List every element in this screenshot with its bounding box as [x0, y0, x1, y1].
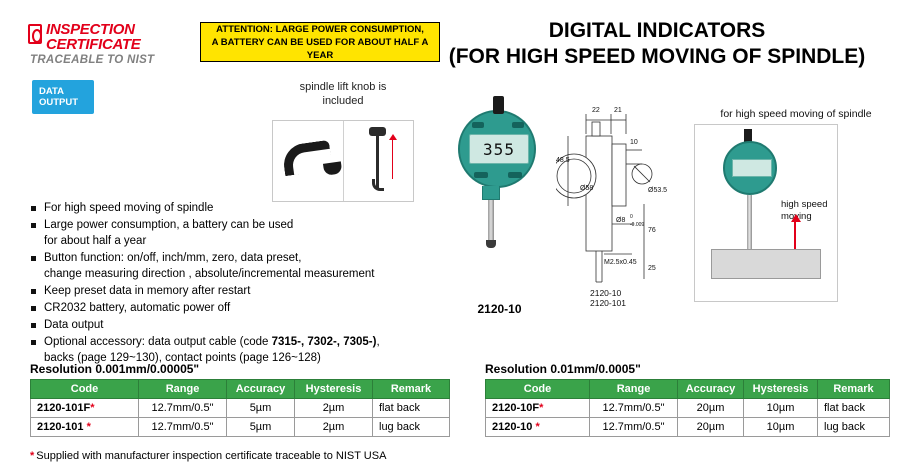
high-speed-caption: for high speed moving of spindle: [720, 108, 872, 120]
product-photo-2120-10: [452, 110, 542, 188]
hs-indicator-lcd: [732, 159, 772, 177]
attention-line2: A BATTERY CAN BE USED FOR ABOUT HALF A YEAR: [211, 36, 429, 61]
high-speed-label-line2: moving: [781, 211, 812, 222]
svg-text:-0.009: -0.009: [630, 222, 645, 228]
cell-code: [486, 399, 590, 418]
svg-text:48.5: 48.5: [556, 157, 570, 164]
code-text: 2120-10: [492, 421, 533, 433]
column-header-code: Code: [486, 380, 590, 399]
code-text: 2120-101F: [37, 402, 91, 414]
cell-code: [31, 399, 139, 418]
indicator-button-bottom-left: [474, 172, 488, 178]
high-speed-illustration: [694, 124, 838, 302]
code-text: 2120-10F: [492, 402, 540, 414]
svg-text:Ø53.5: Ø53.5: [648, 187, 668, 194]
cell-accuracy: 20µm: [678, 399, 744, 418]
nist-star: *: [535, 421, 540, 433]
cell-remark: lug back: [818, 418, 890, 437]
cell-remark: flat back: [818, 399, 890, 418]
page-title-line1: DIGITAL INDICATORS: [548, 19, 766, 42]
list-item: Data output: [30, 317, 430, 333]
lcd-value: 355: [483, 139, 515, 159]
table-row[interactable]: [486, 418, 890, 437]
spindle-lift-knob-icon: [281, 140, 333, 176]
svg-text:M2.5x0.45: M2.5x0.45: [604, 259, 637, 266]
cell-code: [486, 418, 590, 437]
svg-text:25: 25: [648, 265, 656, 272]
feature-text-cont: change measuring direction , absolute/incremental measurement: [44, 268, 375, 280]
table-header-row: [486, 380, 890, 399]
list-item: CR2032 battery, automatic power off: [30, 300, 430, 316]
footnote: [30, 450, 386, 462]
feature-text-cont: for about half a year: [44, 235, 147, 247]
indicator-button-left: [472, 122, 484, 128]
data-output-line1: DATA: [39, 86, 64, 97]
indicator-shaft: [488, 200, 494, 240]
svg-text:10: 10: [630, 139, 638, 146]
column-header-hysteresis: Hysteresis: [295, 380, 373, 399]
footnote-star-icon: *: [30, 450, 35, 462]
indicator-neck: [482, 186, 500, 200]
nist-star: *: [90, 402, 95, 414]
nist-star: *: [539, 402, 544, 414]
cell-accuracy: 5µm: [227, 418, 295, 437]
indicator-button-right: [512, 122, 524, 128]
knob-caption: [258, 80, 428, 108]
column-header-accuracy: Accuracy: [227, 380, 295, 399]
cell-range: 12.7mm/0.5": [590, 399, 678, 418]
feature-list: [30, 200, 430, 367]
high-speed-label-line1: high speed: [781, 199, 828, 210]
indicator-contact-point: [486, 240, 496, 248]
table-header-row: [31, 380, 450, 399]
inspection-certificate-logo: [28, 22, 208, 66]
indicator-stem-icon: [493, 96, 504, 114]
indicator-body: [458, 110, 536, 188]
spindle-hook-icon: [372, 179, 384, 191]
certificate-seal-icon: [28, 24, 42, 44]
svg-text:21: 21: [614, 107, 622, 114]
resolution-label-right: Resolution 0.01mm/0.0005": [485, 362, 641, 376]
nist-star: *: [86, 421, 91, 433]
resolution-label-left: Resolution 0.001mm/0.00005": [30, 362, 200, 376]
svg-text:22: 22: [592, 107, 600, 114]
technical-drawing: [556, 104, 686, 304]
data-output-badge: [32, 80, 94, 114]
cert-title-line2: CERTIFICATE: [46, 36, 141, 53]
optional-accessory-codes: 7315-, 7302-, 7305-): [271, 336, 377, 348]
optional-accessory-prefix: Optional accessory: data output cable (code: [44, 336, 272, 348]
knob-photo: [272, 120, 414, 202]
drawing-caption-line2: 2120-101: [590, 298, 626, 308]
column-header-range: Range: [139, 380, 227, 399]
attention-notice: [200, 22, 440, 62]
optional-accessory-middle: ,: [376, 336, 380, 348]
drawing-caption-line1: 2120-10: [590, 288, 622, 298]
cell-range: 12.7mm/0.5": [590, 418, 678, 437]
lift-direction-arrow-icon: [392, 139, 393, 179]
spec-table-coarse: [485, 362, 890, 437]
svg-text:0: 0: [630, 214, 633, 220]
indicator-button-bottom-right: [508, 172, 522, 178]
table-row[interactable]: [31, 418, 450, 437]
list-item: Keep preset data in memory after restart: [30, 283, 430, 299]
cell-range: 12.7mm/0.5": [139, 418, 227, 437]
optional-accessory-line2: backs (page 129~130), contact points (page 126~128): [44, 352, 321, 364]
column-header-remark: Remark: [818, 380, 890, 399]
spec-table-fine: [30, 362, 450, 437]
data-output-line2: OUTPUT: [39, 97, 79, 108]
list-item: [30, 217, 430, 249]
high-speed-direction-arrow-icon: [794, 221, 796, 249]
feature-text: Button function: on/off, inch/mm, zero, data preset,: [44, 252, 302, 264]
cell-remark: flat back: [373, 399, 450, 418]
hs-indicator-body: [723, 141, 777, 195]
column-header-remark: Remark: [373, 380, 450, 399]
footnote-text: Supplied with manufacturer inspection certificate traceable to NIST USA: [36, 450, 387, 462]
cell-hysteresis: 10µm: [744, 399, 818, 418]
cell-accuracy: 20µm: [678, 418, 744, 437]
workpiece-block: [711, 249, 821, 279]
cell-hysteresis: 2µm: [295, 399, 373, 418]
high-speed-label: [781, 199, 837, 223]
cell-remark: lug back: [373, 418, 450, 437]
table-row[interactable]: [31, 399, 450, 418]
page-title: [422, 18, 892, 70]
svg-text:76: 76: [648, 227, 656, 234]
column-header-hysteresis: Hysteresis: [744, 380, 818, 399]
cell-hysteresis: 10µm: [744, 418, 818, 437]
column-header-code: Code: [31, 380, 139, 399]
hs-indicator-shaft: [747, 195, 752, 249]
cell-code: [31, 418, 139, 437]
cell-accuracy: 5µm: [227, 399, 295, 418]
knob-photo-left: [273, 121, 343, 201]
knob-caption-line2: included: [322, 95, 364, 107]
svg-text:Ø58: Ø58: [580, 185, 594, 192]
drawing-caption: [590, 288, 626, 308]
table-row[interactable]: [486, 399, 890, 418]
feature-text: Large power consumption, a battery can be used: [44, 219, 294, 231]
column-header-accuracy: Accuracy: [678, 380, 744, 399]
knob-caption-line1: spindle lift knob is: [299, 81, 387, 93]
knob-photo-right: [344, 121, 414, 201]
code-text: 2120-101: [37, 421, 84, 433]
list-item: For high speed moving of spindle: [30, 200, 430, 216]
indicator-lcd: [469, 134, 529, 164]
cell-hysteresis: 2µm: [295, 418, 373, 437]
svg-text:Ø8: Ø8: [616, 217, 626, 224]
cert-title-line1: INSPECTION: [46, 21, 135, 38]
cert-subtitle: TRACEABLE TO NIST: [30, 54, 155, 66]
page-title-line2: (FOR HIGH SPEED MOVING OF SPINDLE): [448, 45, 866, 68]
list-item: [30, 250, 430, 282]
column-header-range: Range: [590, 380, 678, 399]
cell-range: 12.7mm/0.5": [139, 399, 227, 418]
attention-line1: ATTENTION: LARGE POWER CONSUMPTION,: [216, 23, 424, 35]
product-model-label: 2120-10: [477, 302, 522, 316]
